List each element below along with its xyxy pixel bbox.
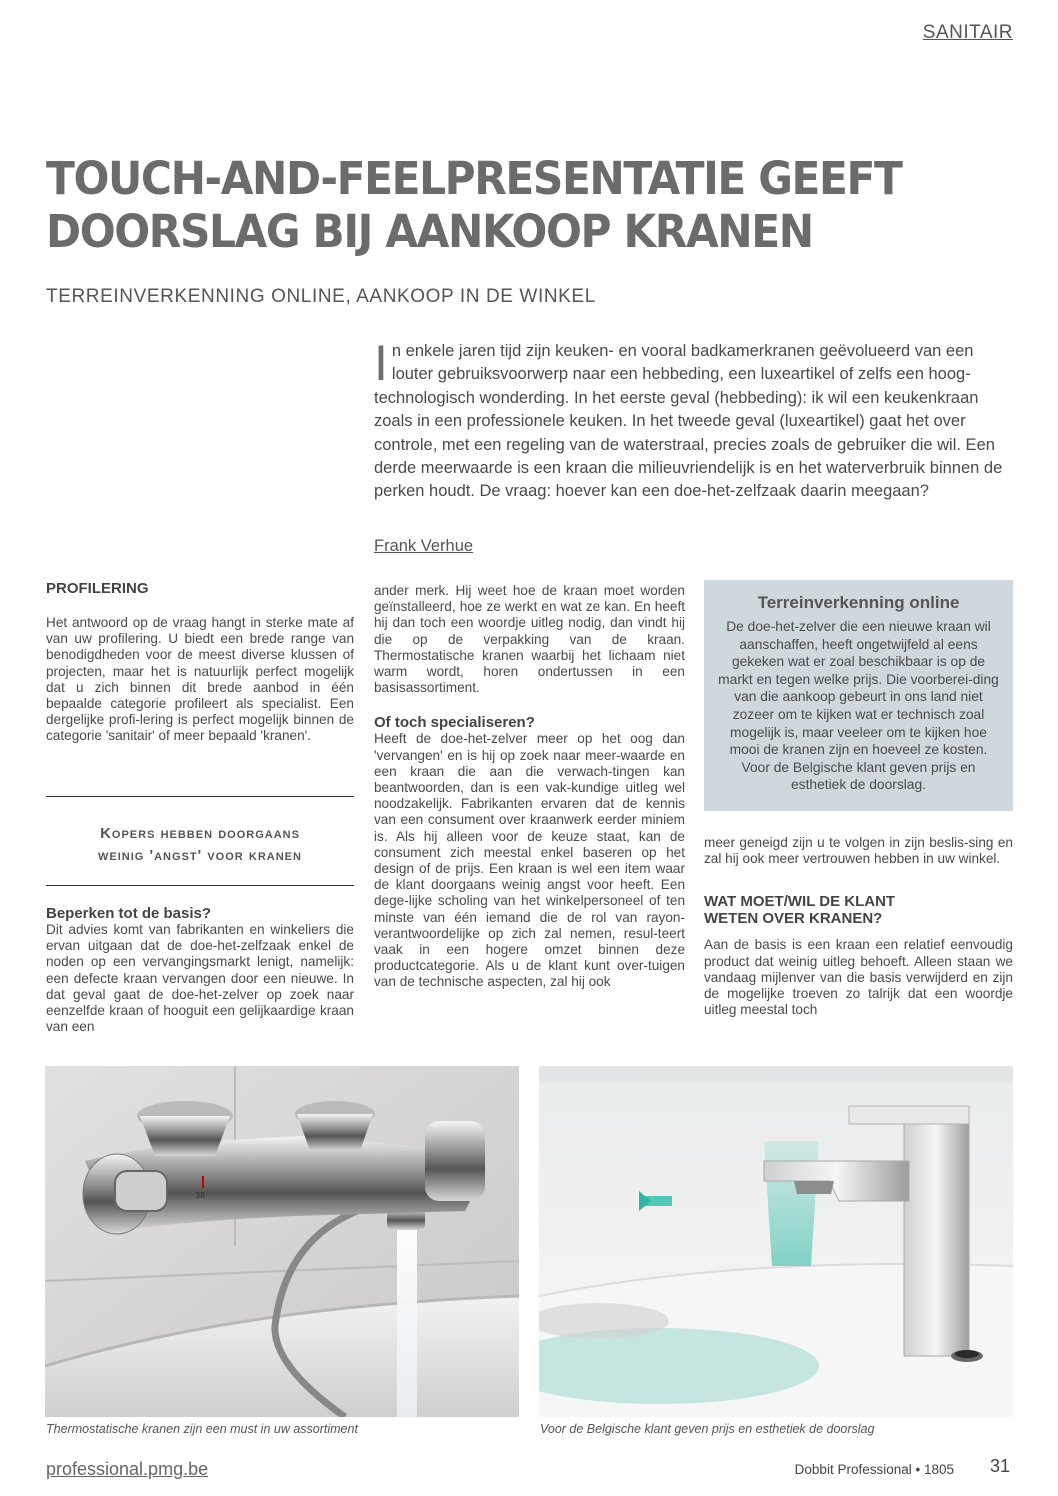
left-photo-caption: Thermostatische kranen zijn een must in uw assortiment: [46, 1422, 358, 1436]
column-1-top: [46, 580, 354, 745]
column-1-bottom: [46, 905, 354, 1035]
paragraph-ander-merk: ander merk. Hij weet hoe de kraan moet worden geïnstalleerd, hoe ze werkt en wat ze kan. En heeft hij dan toch een woordje uitleg nodig, dan vindt hij die op de verpakking van de kraan. Thermostatische kranen waarbij het lichaam niet warm wordt, horen ondertussen in een basisassortiment.: [374, 583, 685, 696]
pull-quote: [46, 823, 354, 867]
column-2: [374, 583, 685, 991]
author-byline[interactable]: Frank Verhue: [374, 537, 474, 555]
thermostatic-mixer-illustration: [45, 1066, 519, 1417]
drop-cap: I: [374, 335, 388, 391]
heading-wat-moet: [704, 893, 1013, 927]
paragraph-beperken: Dit advies komt van fabrikanten en winkeliers die ervan uitgaan dat de doe-het-zelfzaak enkel de noden op een vervangingsmarkt lenigt, namelijk: een defecte kraan vervangen door een nieuwe. In dat geval gaat de doe-het-zelver op zoek naar eenzelfde kraan of hooguit een gelijkaardige kraan van een: [46, 922, 354, 1035]
footer-website-link[interactable]: professional.pmg.be: [46, 1459, 209, 1479]
page-number: 31: [989, 1456, 1010, 1476]
footer-magazine-issue: Dobbit Professional • 1805: [794, 1462, 954, 1477]
heading-wat-moet-line-2: WETEN OVER KRANEN?: [704, 910, 883, 928]
heading-wat-moet-line-1: WAT MOET/WIL DE KLANT: [704, 893, 896, 911]
paragraph-specialiseren: Heeft de doe-het-zelver meer op het oog dan 'vervangen' en is hij op zoek naar meer-waarde en een kraan die aan die verwach-tingen kan beantwoorden, dan is een vak-kundige uitleg wel noodzakelijk. Fabrikanten ervaren dat de kennis van een consument over kraanwerk eerder miniem is. Als hij alleen voor de keuze staat, kan de consument zich meestal enkel baseren op het design of de prijs. Een kraan is wel een item waar de klant doorgaans weinig angst voor heeft. Een dege-lijke scholing van het winkelpersoneel of ten minste van één iemand die de rol van rayon-verantwoordelijke op zich zal nemen, resul-teert vaak in een hogere omzet binnen deze productcategorie. Als u de klant kunt over-tuigen van de technische aspecten, zal hij ook: [374, 731, 685, 990]
paragraph-basis: Aan de basis is een kraan een relatief eenvoudig product dat weinig uitleg behoeft. Alleen staan we vandaag mijlenver van die basis verwijderd en zijn de mogelijke troeven zo talrijk dat een woordje uitleg meestal toch: [704, 937, 1013, 1018]
basin-mixer-illustration: [539, 1066, 1013, 1417]
heading-beperken: Beperken tot de basis?: [46, 905, 212, 922]
pullquote-bottom-rule: [46, 885, 354, 886]
section-tag: SANITAIR: [922, 22, 1013, 43]
right-photo-caption: Voor de Belgische klant geven prijs en esthetiek de doorslag: [540, 1422, 875, 1436]
paragraph-beslissing: meer geneigd zijn u te volgen in zijn beslis-sing en zal hij ook meer vertrouwen hebben in uw winkel.: [704, 835, 1013, 867]
pullquote-line-2: weinig 'angst' voor kranen: [98, 847, 302, 864]
heading-specialiseren: Of toch specialiseren?: [374, 714, 535, 732]
article-title: [46, 152, 948, 258]
sidebar-box-text: De doe-het-zelver die een nieuwe kraan wil aanschaffen, heeft ongetwijfeld al eens gekeken wat er zoal beschikbaar is op de markt en tegen welke prijs. Die voorberei-ding van die aankoop gebeurt in ons land niet zozeer om te kijken wat er technisch zoal mogelijk is, maar veeleer om te kijken hoe mooi de kranen zijn en hoeveel ze kosten. Voor de Belgische klant geven prijs en esthetiek de doorslag.: [718, 619, 999, 793]
column-3: [704, 835, 1013, 1018]
photo-basin-mixer: [539, 1066, 1013, 1417]
sidebar-box: [704, 580, 1013, 811]
intro-text: n enkele jaren tijd zijn keuken- en vooral badkamerkranen geëvolueerd van een louter gebruiksvoorwerp naar een hebbeding, een luxeartikel of zelfs een hoog-technologisch wonderding. In het eerste geval (hebbeding): ik wil een keukenkraan zoals in een professionele keuken. In het tweede geval (luxeartikel) gaat het over controle, met een regeling van de waterstraal, precies zoals de gebruiker die wil. Een derde meerwaarde is een kraan die milieuvriendelijk is en het waterverbruik binnen de perken houdt. De vraag: hoever kan een doe-het-zelfzaak daarin meegaan?: [374, 342, 1003, 501]
photo-thermostatic-mixer: [45, 1066, 519, 1417]
title-line-1: TOUCH-AND-FEELPRESENTATIE GEEFT: [46, 152, 902, 205]
pullquote-line-1: Kopers hebben doorgaans: [100, 825, 300, 842]
article-subtitle: TERREINVERKENNING ONLINE, AANKOOP IN DE WINKEL: [46, 286, 596, 307]
paragraph-profilering: Het antwoord op de vraag hangt in sterke mate af van uw profilering. U biedt een brede range van benodigdheden voor de meest diverse klussen of projecten, maar het is natuurlijk perfect mogelijk dat u zich binnen dit brede aanbod in één bepaalde categorie profileert als specialist. Een dergelijke profi-lering is perfect mogelijk binnen de categorie 'sanitair' of meer bepaald 'kranen'.: [46, 615, 354, 744]
heading-profilering: PROFILERING: [46, 580, 149, 597]
pullquote-top-rule: [46, 796, 354, 797]
intro-paragraph: [374, 335, 1010, 504]
sidebar-box-title: Terreinverkenning online: [757, 593, 960, 612]
title-line-2: DOORSLAG BIJ AANKOOP KRANEN: [46, 205, 813, 258]
temperature-dial-label: 38: [195, 1191, 206, 1200]
